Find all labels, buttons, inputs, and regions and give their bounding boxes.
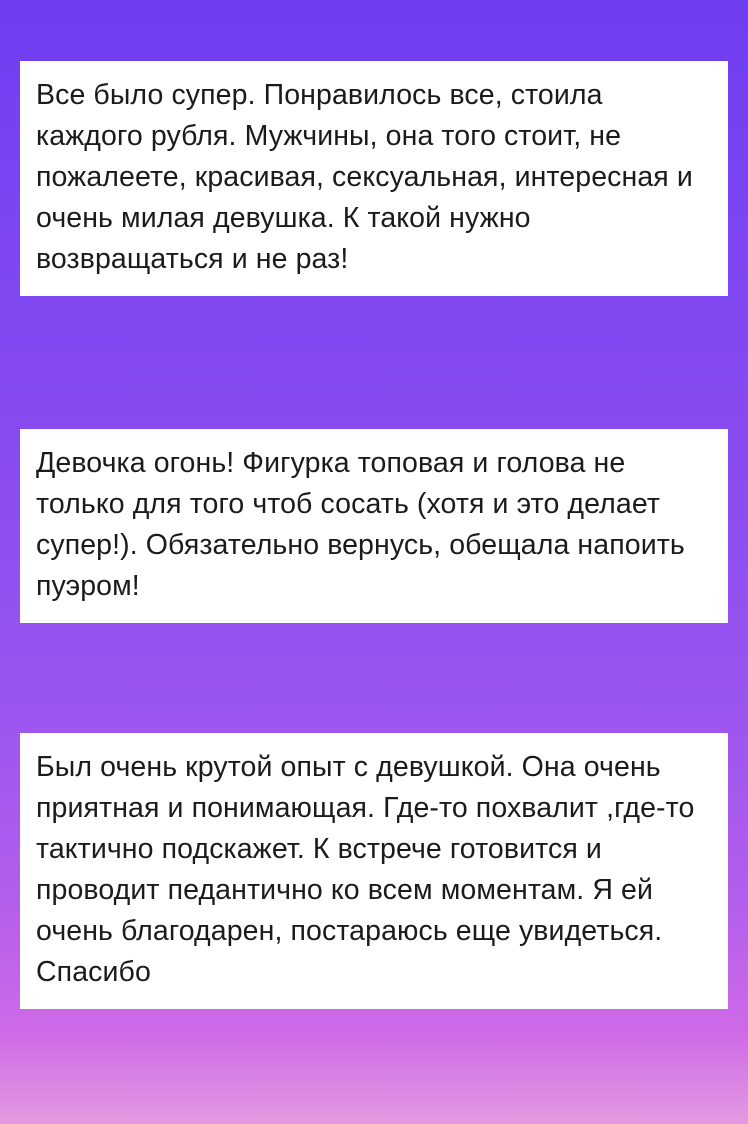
review-text: Девочка огонь! Фигурка топовая и голова не только для того чтоб сосать (хотя и это делает супер!). Обязательно вернусь, обещала напоить пуэром! bbox=[36, 447, 685, 602]
review-card[interactable] bbox=[20, 733, 728, 1009]
review-text: Был очень крутой опыт с девушкой. Она очень приятная и понимающая. Где-то похвалит ,где-то тактично подскажет. К встрече готовится и проводит педантично ко всем моментам. Я ей очень благодарен, постараюсь еще увидеться. Спасибо bbox=[36, 751, 695, 988]
review-card[interactable] bbox=[20, 429, 728, 623]
review-text: Все было супер. Понравилось все, стоила каждого рубля. Мужчины, она того стоит, не пожалеете, красивая, сексуальная, интересная и очень милая девушка. К такой нужно возвращаться и не раз! bbox=[36, 79, 693, 275]
review-card[interactable] bbox=[20, 61, 728, 296]
